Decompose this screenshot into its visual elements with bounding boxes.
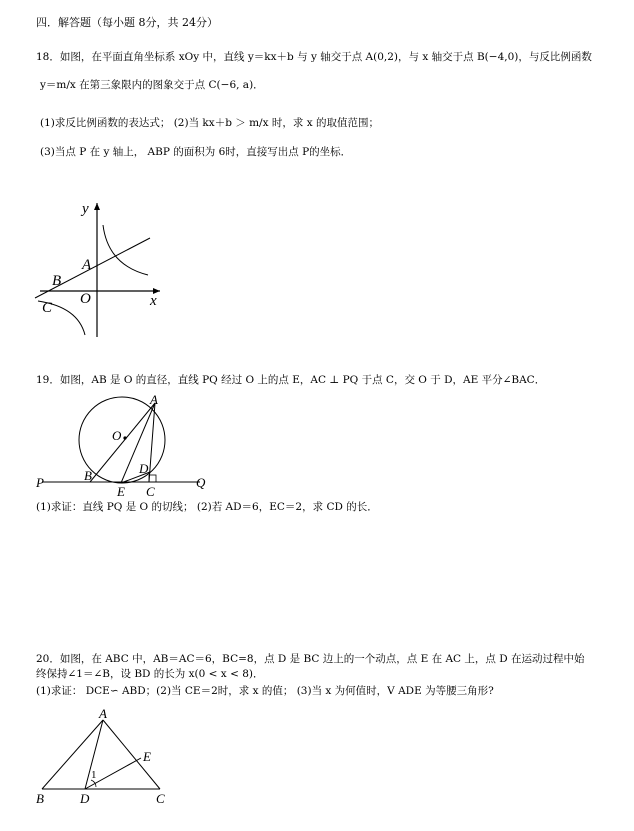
label-D: D [139, 461, 149, 476]
label-D: D [80, 791, 90, 806]
label-B: B [84, 468, 92, 483]
label-B: B [52, 273, 62, 289]
label-E: E [143, 749, 151, 764]
hyperbola-q1 [103, 225, 148, 275]
q18-line1: 18．如图，在平面直角坐标系 xOy 中，直线 y＝kx＋b 与 y 轴交于点 A(0,2)，与 x 轴交于点 B(−4,0)，与反比例函数 [36, 51, 592, 63]
q18-line2: y＝m/x 在第三象限内的图象交于点 C(−6, a)． [40, 79, 264, 91]
center-dot [123, 436, 126, 439]
label-C: C [156, 791, 165, 806]
q20-line2: 终保持∠1＝∠B，设 BD 的长为 x(0 < x < 8)． [36, 668, 264, 680]
q18-figure [30, 195, 180, 340]
q19-sub: (1)求证：直线 PQ 是 O 的切线； (2)若 AD＝6，EC＝2，求 CD 的长． [36, 501, 378, 513]
label-O: O [112, 428, 122, 443]
q19-figure [30, 390, 220, 500]
q20-sub: (1)求证： DCE∽ ABD；(2)当 CE＝2时，求 x 的值； (3)当 x 为何值时，V ADE 为等腰三角形? [36, 685, 494, 697]
label-E: E [117, 484, 125, 499]
q19-line1: 19．如图，AB 是 O 的直径，直线 PQ 经过 O 上的点 E，AC ⊥ PQ 于点 C，交 O 于 D，AE 平分∠BAC． [36, 374, 546, 386]
right-angle-mark [149, 475, 156, 482]
label-C: C [42, 300, 53, 316]
y-axis-arrow [94, 203, 100, 210]
label-A: A [99, 707, 107, 721]
q20-figure [30, 707, 180, 811]
label-O: O [80, 291, 91, 307]
label-1: 1 [91, 769, 97, 781]
label-B: B [36, 791, 44, 806]
angle-1-arc [91, 780, 96, 787]
label-P: P [36, 475, 44, 490]
segment-AC [103, 720, 160, 789]
label-A: A [82, 257, 92, 273]
label-x: x [150, 293, 157, 309]
label-C: C [146, 484, 155, 499]
label-Q: Q [196, 475, 206, 490]
q20-line1: 20．如图，在 ABC 中，AB＝AC＝6，BC=8，点 D 是 BC 边上的一个动点，点 E 在 AC 上，点 D 在运动过程中始 [36, 653, 585, 665]
q18-sub1: (1)求反比例函数的表达式； (2)当 kx＋b ＞ m/x 时，求 x 的取值范围； [40, 117, 379, 129]
line-y-kx-b [35, 238, 150, 298]
label-y: y [82, 201, 89, 217]
q18-sub2: (3)当点 P 在 y 轴上， ABP 的面积为 6时，直接写出点 P的坐标． [40, 146, 352, 158]
label-A: A [150, 392, 158, 407]
section-heading: 四．解答题（每小题 8分，共 24分） [36, 16, 218, 29]
